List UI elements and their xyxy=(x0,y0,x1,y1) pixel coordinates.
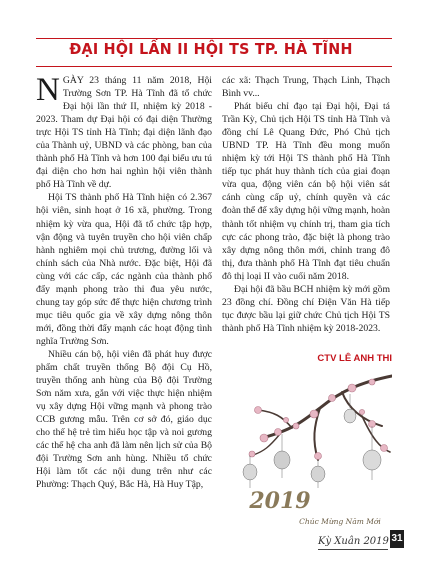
article-title: ĐẠI HỘI LẦN II HỘI TS TP. HÀ TĨNH xyxy=(69,40,353,58)
title-band xyxy=(30,38,392,66)
paragraph-3: Nhiều cán bộ, hội viên đã phát huy được phẩm chất truyền thống Bộ đội Cụ Hồ, truyền thống anh hùng của Bộ đội Trường Sơn năm xưa, gắn với việc thực hiện nhiệm vụ xây dựng Hội vững mạnh và phong trào CCB gương mẫu. Trên cơ sở đó, giáo dục cho thế hệ trẻ tìm hiểu học tập và noi gương các thế hệ cha anh đã làm nên lịch sử của Bộ đội Trường Sơn anh hùng. Nhiều tổ chức Hội làm tốt các nội dung trên như các Phường: Thạch Quý, Bắc Hà, Hà Huy Tập, xyxy=(36,348,212,491)
new-year-artwork xyxy=(222,368,392,536)
paragraph-6: Đại hội đã bầu BCH nhiệm kỳ mới gồm 23 đồng chí. Đồng chí Điện Văn Hà tiếp tục được bầu lại giữ chức Chủ tịch Hội TS thành phố Hà Tĩnh nhiệm kỳ 2018-2023. xyxy=(222,283,390,334)
greeting-text: Chúc Mừng Năm Mới xyxy=(299,517,381,526)
title-rule-bottom xyxy=(36,66,392,67)
year-text: 2019 xyxy=(249,488,311,514)
paragraph-5: Phát biểu chỉ đạo tại Đại hội, Đại tá Trần Kỳ, Chủ tịch Hội TS tỉnh Hà Tĩnh và đồng chí Lê Quang Đức, Phó Chủ tịch UBND TP. Hà Tĩnh đều mong muốn nhiệm kỳ tới Hội TS thành phố Hà Tĩnh tiếp tục phát huy thành tích của giai đoạn vừa qua, động viên cán bộ hội viên sát cánh cùng cấp uỷ, chính quyền và các đoàn thể để xây dựng hội vững mạnh, hoàn thành tốt nhiệm vụ chính trị, tham gia tích cực các phong trào, đặc biệt là phong trào xây dựng nông thôn mới, chỉnh trang đô thị, đưa thành phố Hà Tĩnh đạt tiêu chuẩn đô thị loại II vào cuối năm 2018. xyxy=(222,101,390,282)
paragraph-4: các xã: Thạch Trung, Thạch Linh, Thạch Bình vv... xyxy=(222,75,390,100)
blossom-branch-icon xyxy=(250,376,392,460)
paragraph-1: NGÀY 23 tháng 11 năm 2018, Hội Trường Sơn TP. Hà Tĩnh đã tổ chức Đại hội lần thứ II, nhiệm kỳ 2018 - 2023. Tham dự Đại hội có đại diện Thường trực Hội TS tỉnh Hà Tĩnh; đại diện lãnh đạo của Thành uỷ, UBND và các phòng, ban của thành phố Hà Tĩnh và hơn 100 đại biểu ưu tú đại diện cho hơn hai nghìn hội viên thành phố Hà Tĩnh về dự. xyxy=(36,72,212,191)
byline: CTV LÊ ANH THI xyxy=(317,353,392,364)
paragraph-2: Hội TS thành phố Hà Tĩnh hiện có 2.367 hội viên, sinh hoạt ở 16 xã, phường. Trong nhiệm kỳ vừa qua, Hội đã tổ chức tập hợp, vận động và tuyên truyền cho hội viên chấp hành nghiêm mọi chủ trương, đường lối và chính sách của Nhà nước. Đặc biệt, Hội đã cùng với các cấp, các ngành của thành phố đẩy mạnh phong trào thi đua yêu nước, chung tay góp sức để thực hiện chương trình mục tiêu quốc gia về xây dựng nông thôn mới, đồng thời đẩy mạnh các hoạt động tình nghĩa Trường Sơn. xyxy=(36,192,212,347)
footer-magazine: Kỳ Xuân 2019 xyxy=(318,536,389,547)
page-number: 31 xyxy=(390,530,404,548)
article-column-left xyxy=(36,74,212,554)
article-column-right xyxy=(222,74,390,354)
drop-cap: N xyxy=(36,72,60,108)
